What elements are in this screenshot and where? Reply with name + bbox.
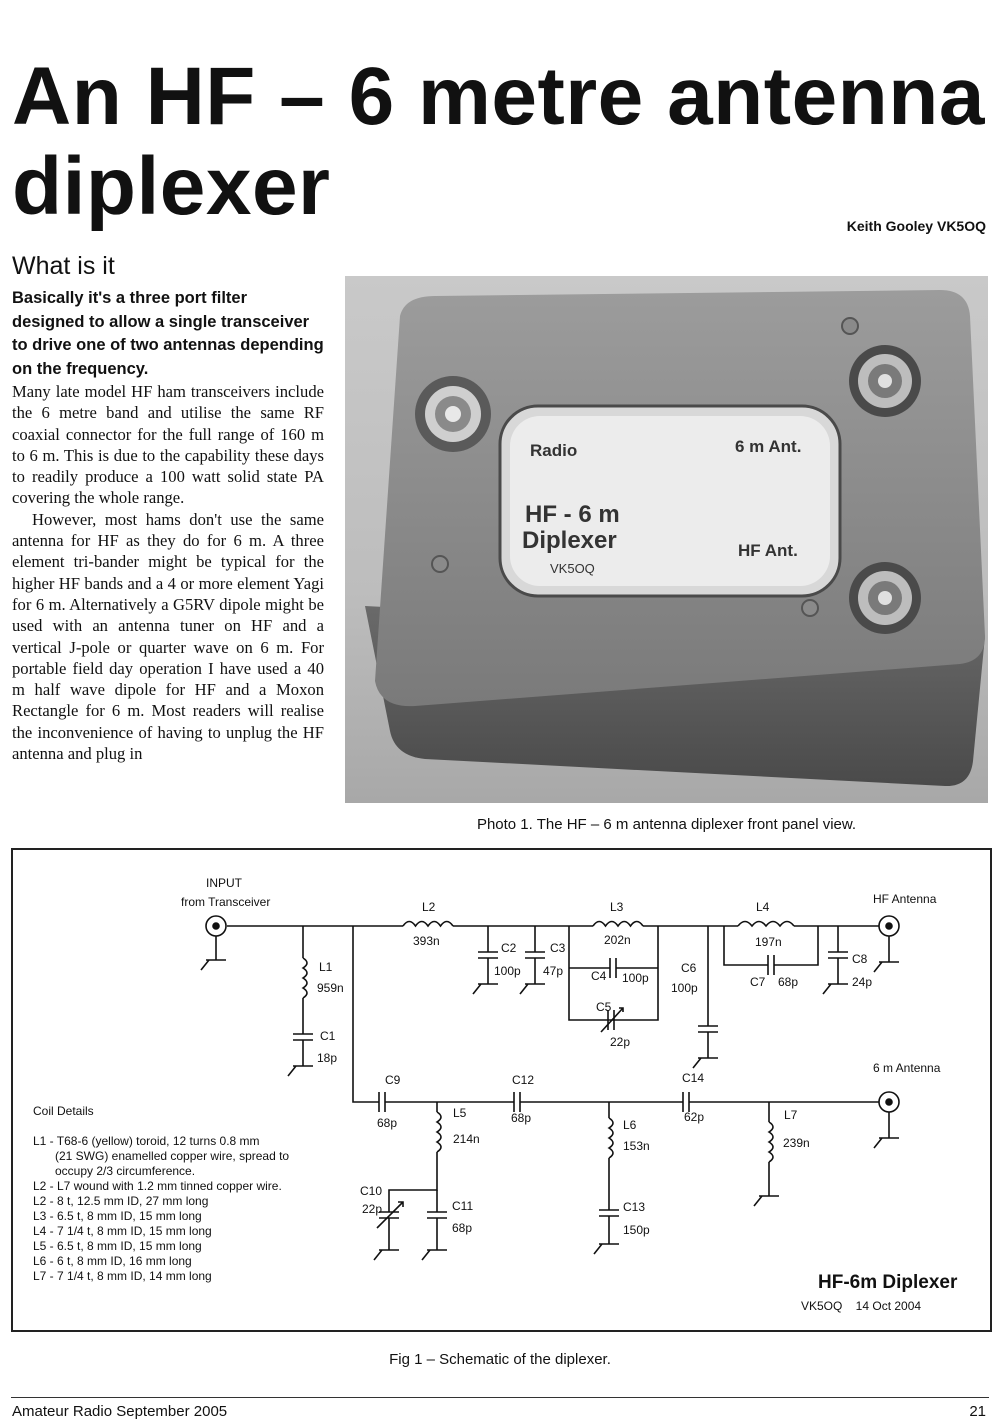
label-C7: C7 [750,975,766,989]
screw-1 [842,318,858,334]
coil-line-7: L4 - 7 1/4 t, 8 mm ID, 15 mm long [33,1224,212,1238]
footer-page-number: 21 [969,1403,986,1420]
label-C10-value: 22p [362,1202,383,1216]
coil-line-4: L2 - L7 wound with 1.2 mm tinned copper wire. [33,1179,282,1193]
paragraph-2: However, most hams don't use the same antenna for HF as they do for 6 m. A three element tri-bander might be typical for the higher HF bands and a 4 or more element Yagi for 6 m. Alternatively a G5RV dipole might be used with an antenna tuner on HF and a vertical J-pole or quarter wave on 6 m. For portable field day operation I have used a 40 m half wave dipole for HF and a Moxon Rectangle for 6 m. Most readers will realise the inconvenience of having to unplug the HF antenna and plug in [12,509,324,764]
label-C13-value: 150p [623,1223,650,1237]
body-text [12,381,324,764]
coil-line-6: L3 - 6.5 t, 8 mm ID, 15 mm long [33,1209,202,1223]
L1-coil [303,958,307,998]
label-L5-value: 214n [453,1132,480,1146]
label-input: INPUT [206,876,242,890]
coil-line-8: L5 - 6.5 t, 8 mm ID, 15 mm long [33,1239,202,1253]
label-C5-value: 22p [610,1035,631,1049]
coil-details-heading: Coil Details [33,1104,94,1118]
bnc-6m-connector [849,345,921,417]
L3-coil [593,922,643,927]
photo-label-6m: 6 m Ant. [735,437,802,456]
schematic-figure [11,848,992,1332]
label-L1: L1 [319,960,333,974]
label-hf-antenna: HF Antenna [873,892,937,906]
article-title [12,52,985,232]
photo-illustration [345,276,988,803]
label-C12-value: 68p [511,1111,532,1125]
footer-publication: Amateur Radio September 2005 [12,1403,228,1420]
label-6m-antenna: 6 m Antenna [873,1061,941,1075]
photo-diplexer-box [345,276,988,803]
L5-coil [437,1112,441,1152]
L4-coil [738,922,794,927]
label-C6: C6 [681,961,697,975]
coil-line-2: (21 SWG) enamelled copper wire, spread to [55,1149,290,1163]
label-C9: C9 [385,1073,401,1087]
coil-line-5: L2 - 8 t, 12.5 mm ID, 27 mm long [33,1194,209,1208]
label-L5: L5 [453,1106,467,1120]
label-C8: C8 [852,952,868,966]
label-L1-value: 959n [317,981,344,995]
label-L4: L4 [756,900,770,914]
L7-coil [769,1122,773,1162]
label-C3-value: 47p [543,964,564,978]
title-line-1: An HF – 6 metre antenna [12,51,985,142]
label-L3: L3 [610,900,624,914]
label-C14: C14 [682,1071,705,1085]
label-L2: L2 [422,900,436,914]
label-L7-value: 239n [783,1136,810,1150]
label-C14-value: 62p [684,1110,705,1124]
label-C10: C10 [360,1184,383,1198]
label-L6: L6 [623,1118,637,1132]
label-C2-value: 100p [494,964,521,978]
label-C6-value: 100p [671,981,698,995]
bnc-hf-connector [849,562,921,634]
photo-label-title2: Diplexer [522,527,617,554]
label-C11: C11 [452,1199,474,1213]
label-L2-value: 393n [413,934,440,948]
title-block-sub: VK5OQ 14 Oct 2004 [801,1299,922,1313]
label-C4: C4 [591,969,607,983]
L6-coil [609,1118,613,1158]
photo-label-callsign: VK5OQ [550,561,595,576]
L2-coil [403,922,453,927]
schematic-diagram [13,850,990,1330]
label-C2: C2 [501,941,517,955]
photo-label-radio: Radio [530,441,578,460]
label-C1: C1 [320,1029,336,1043]
label-L7: L7 [784,1108,798,1122]
photo-caption: Photo 1. The HF – 6 m antenna diplexer front panel view. [476,816,857,833]
label-C3: C3 [550,941,566,955]
label-C12: C12 [512,1073,535,1087]
section-heading: What is it [12,252,115,280]
label-L4-value: 197n [755,935,782,949]
title-line-2: diplexer [12,141,331,232]
label-L6-value: 153n [623,1139,650,1153]
photo-label-title1: HF - 6 m [525,501,620,528]
label-C9-value: 68p [377,1116,398,1130]
lead-paragraph: Basically it's a three port filter designed to allow a single transceiver to drive one of two antennas depending on the frequency. [12,289,324,378]
label-input-sub: from Transceiver [181,895,271,909]
coil-line-1: L1 - T68-6 (yellow) toroid, 12 turns 0.8 mm [33,1134,260,1148]
figure-caption: Fig 1 – Schematic of the diplexer. [389,1351,611,1368]
label-C1-value: 18p [317,1051,338,1065]
bnc-radio-connector [415,376,491,452]
photo-label-hf: HF Ant. [738,541,798,560]
coil-line-10: L7 - 7 1/4 t, 8 mm ID, 14 mm long [33,1269,212,1283]
coil-line-3: occupy 2/3 circumference. [55,1164,196,1178]
author-byline: Keith Gooley VK5OQ [846,218,986,234]
label-C11-value: 68p [452,1221,473,1235]
label-L3-value: 202n [604,933,631,947]
label-C7-value: 68p [778,975,799,989]
screw-2 [432,556,448,572]
label-C8-value: 24p [852,975,873,989]
title-block: HF-6m Diplexer [818,1272,958,1293]
label-C13: C13 [623,1200,646,1214]
text-column [12,287,324,764]
label-C5: C5 [596,1000,612,1014]
footer-rule [11,1397,989,1398]
screw-3 [802,600,818,616]
coil-line-9: L6 - 6 t, 8 mm ID, 16 mm long [33,1254,192,1268]
paragraph-1: Many late model HF ham transceivers include the 6 metre band and utilise the same RF coaxial connector for the full range of 160 m to 6 m. This is due to the capability these days to readily produce a 100 watt solid state PA covering the whole range. [12,382,324,508]
label-C4-value: 100p [622,971,649,985]
